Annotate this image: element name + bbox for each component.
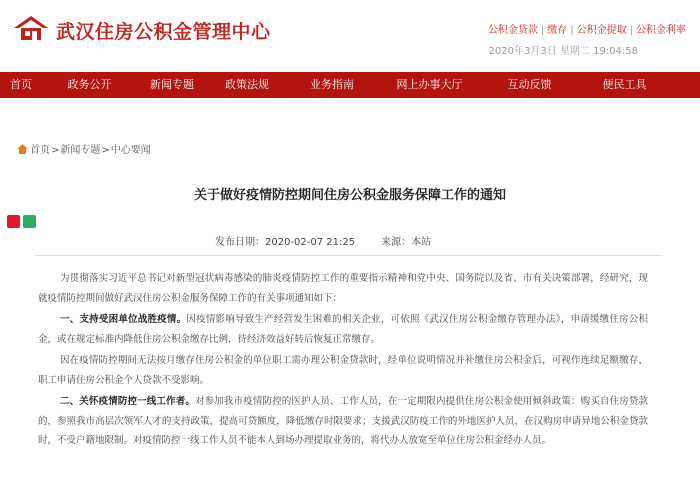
nav-item-gov-affairs[interactable]: 政务公开 [67,78,112,91]
breadcrumb-home[interactable]: 首页 [30,145,50,156]
article-body [38,269,648,453]
paragraph: 为贯彻落实习近平总书记对新型冠状病毒感染的肺炎疫情防控工作的重要指示精神和党中央、国务院以及省、市有关决策部署，经研究，现就疫情防控期间做好武汉住房公积金服务保障工作的有关事项通知如下： [38,273,648,304]
article-title: 关于做好疫情防控期间住房公积金服务保障工作的通知 [193,188,506,203]
nav-item-online-service[interactable]: 网上办事大厅 [396,78,463,91]
house-roof-logo[interactable] [12,14,50,42]
paragraph: 一、支持受困单位战胜疫情。因疫情影响导致生产经营发生困难的相关企业，可依照《武汉住房公积金缴存管理办法》，申请缓缴住房公积金，或在规定标准内降低住房公积金缴存比例，待经济效益好转后恢复正常缴存。 [38,314,648,345]
main-nav [0,72,700,98]
site-title: 武汉住房公积金管理中心 [56,21,271,43]
top-links: 公积金贷款 | 缴存 | 公积金提取 | 公积金利率 [487,25,686,36]
weibo-icon[interactable] [7,215,20,228]
top-link-deposit[interactable]: 缴存 [547,25,568,36]
nav-item-home[interactable]: 首页 [10,78,32,91]
paragraph: 二、关怀疫情防控一线工作者。对参加我市疫情防控的医护人员、工作人员，在一定期限内提供住房公积金使用倾斜政策：购买自住房贷款的，参照我市高层次领军人才的支持政策，提高可贷额度，降低缴存时限要求；支援武汉防疫工作的外地医护人员，在汉购房申请异地公积金贷款时，不受户籍地限制。对疫情防控一线工作人员不能本人到场办理提取业务的，将代办人放宽至单位住房公积金经办人员。 [38,396,648,446]
top-link-rate[interactable]: 公积金利率 [636,25,686,36]
publish-date: 发布日期：2020-02-07 21:25 [215,237,356,248]
share-bar [7,215,36,228]
top-link-loan[interactable]: 公积金贷款 [487,25,538,36]
nav-item-guide[interactable]: 业务指南 [310,78,354,91]
top-link-withdraw[interactable]: 公积金提取 [576,25,627,36]
home-icon [17,144,28,154]
article-meta [215,233,457,248]
site-header [0,0,700,68]
paragraph: 因在疫情防控期间无法按月缴存住房公积金的单位职工需办理公积金贷款时，经单位说明情况并补缴住房公积金后，可视作连续足额缴存，职工申请住房公积金个人贷款不受影响。 [38,355,648,386]
article-source: 来源：本站 [381,237,432,248]
breadcrumb-center-news[interactable]: 中心要闻 [110,145,151,156]
nav-item-tools[interactable]: 便民工具 [602,78,647,91]
breadcrumb-news[interactable]: 新闻专题 [60,145,101,156]
current-date: 2020年3月3日 星期二 19:04:58 [488,46,638,57]
nav-item-feedback[interactable]: 互动反馈 [507,78,552,91]
nav-item-policy[interactable]: 政策法规 [225,78,269,91]
breadcrumb: 首页>新闻专题>中心要闻 [17,141,151,156]
divider [35,255,663,256]
nav-item-news[interactable]: 新闻专题 [150,78,194,91]
wechat-icon[interactable] [23,215,36,228]
